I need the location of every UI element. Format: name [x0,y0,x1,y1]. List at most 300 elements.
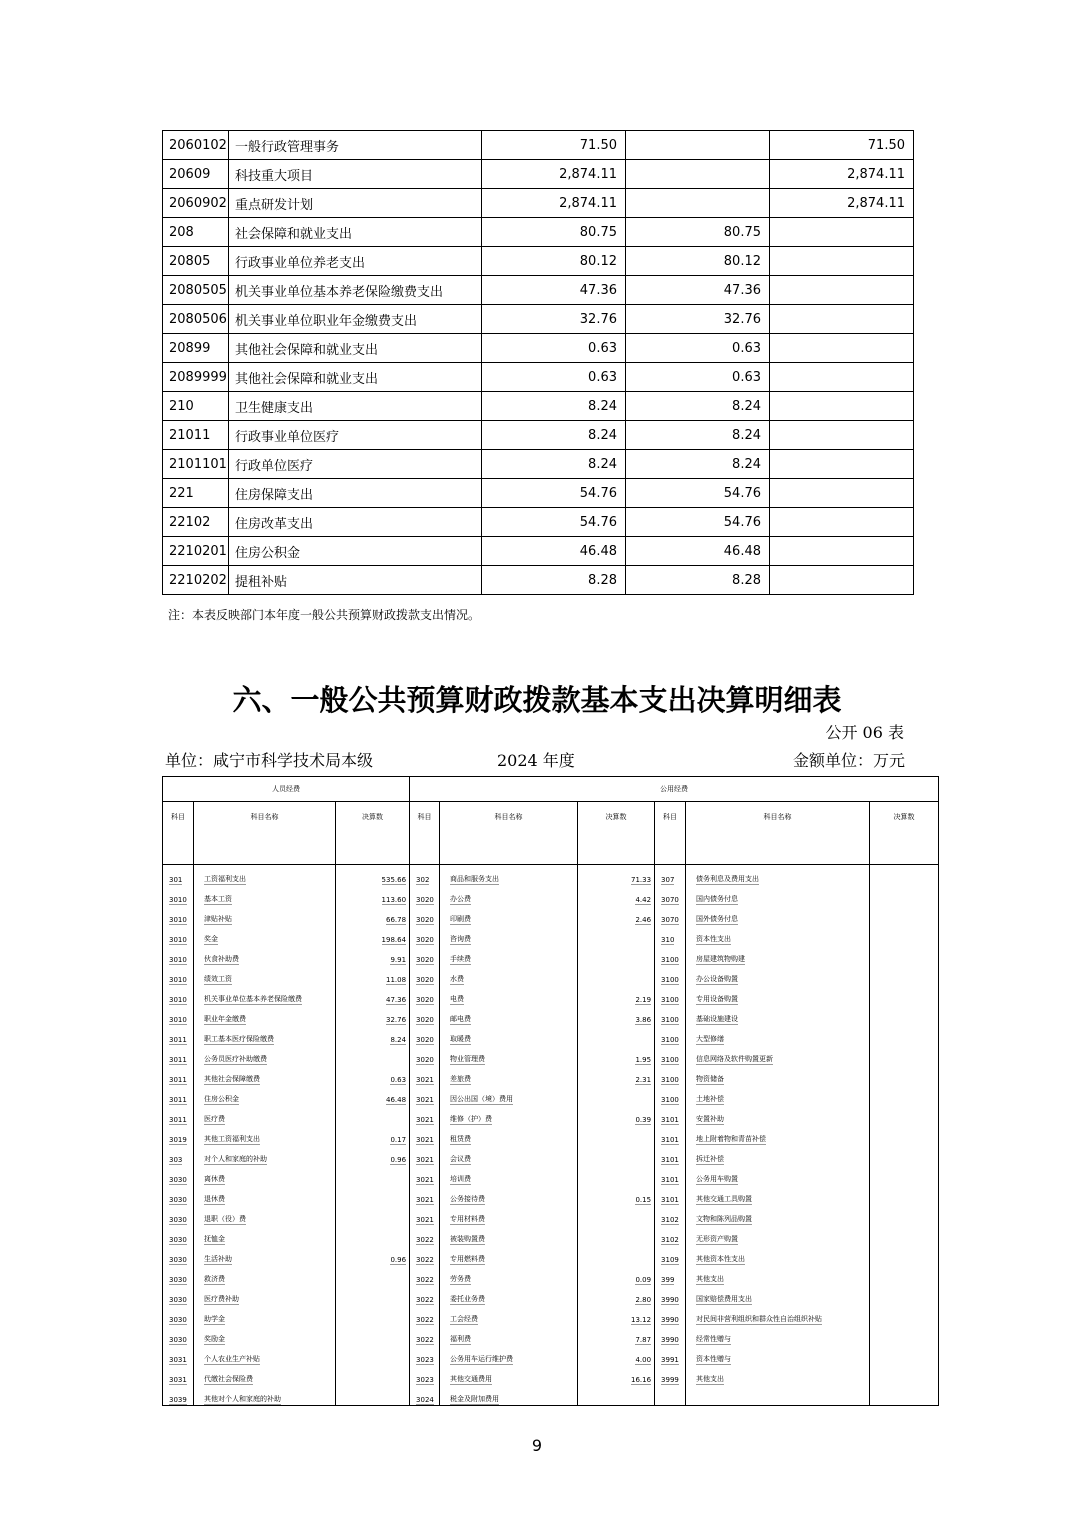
capital-amount [870,985,939,1005]
table-row [163,363,914,392]
public-amount [578,885,655,905]
public-name-text: 印刷费 [450,915,472,923]
page-number: 9 [531,1436,543,1455]
personnel-code-text: 3010 [169,956,187,964]
public-code-text: 3022 [416,1236,434,1244]
capital-amount [870,1125,939,1145]
subject-code: 20609 [163,160,229,189]
capital-code [655,1125,686,1145]
capital-code [655,1165,686,1185]
public-amount [578,865,655,886]
total-amount: 80.12 [482,247,626,276]
capital-code [655,1345,686,1365]
public-name [440,1165,578,1185]
public-name [440,1265,578,1285]
basic-amount: 80.75 [626,218,770,247]
capital-code [655,945,686,965]
personnel-code-text: 3030 [169,1196,187,1204]
capital-name [686,985,870,1005]
capital-name [686,1365,870,1385]
public-name-text: 会议费 [450,1155,472,1163]
capital-amount [870,965,939,985]
capital-name [686,1145,870,1165]
capital-amount [870,1205,939,1225]
public-code-text: 302 [416,876,430,884]
capital-code [655,1185,686,1205]
public-amount [578,1225,655,1245]
public-name [440,1365,578,1385]
personnel-code [163,1125,194,1145]
capital-code [655,1225,686,1245]
personnel-amount-text: 535.66 [381,876,407,884]
capital-name [686,905,870,925]
expenditure-table [162,130,914,595]
capital-amount [870,925,939,945]
personnel-name-text: 伙食补助费 [204,955,239,963]
public-code-text: 3021 [416,1136,434,1144]
personnel-name-text: 退职（役）费 [204,1215,246,1223]
public-code [410,945,440,965]
personnel-code [163,1265,194,1285]
personnel-code [163,925,194,945]
capital-name-text: 国外债务付息 [696,915,739,923]
personnel-name [194,1045,336,1065]
capital-code-text: 399 [661,1276,675,1284]
unit-label: 单位：咸宁市科学技术局本级 [165,751,374,770]
public-code-text: 3020 [416,896,434,904]
subject-code: 2210201 [163,537,229,566]
personnel-amount-text: 0.63 [390,1076,407,1084]
personnel-amount [336,885,410,905]
capital-name-text: 其他支出 [696,1275,725,1283]
personnel-name [194,1185,336,1205]
col-code: 科目 [163,802,194,865]
personnel-amount [336,1345,410,1365]
personnel-amount [336,985,410,1005]
basic-amount: 0.63 [626,363,770,392]
personnel-code-text: 3030 [169,1336,187,1344]
personnel-code [163,1105,194,1125]
public-code [410,1205,440,1225]
detail-row [163,1185,939,1205]
personnel-name [194,1145,336,1165]
public-name-text: 物业管理费 [450,1055,486,1063]
public-name-text: 劳务费 [450,1275,472,1283]
personnel-name-text: 医疗费补助 [204,1295,239,1303]
personnel-code [163,865,194,886]
public-name-text: 专用燃料费 [450,1255,486,1263]
public-code [410,1365,440,1385]
personnel-code [163,1245,194,1265]
personnel-name-text: 职工基本医疗保险缴费 [204,1035,274,1043]
personnel-name-text: 离休费 [204,1175,225,1183]
personnel-code [163,1045,194,1065]
table-row [163,160,914,189]
personnel-name-text: 其他对个人和家庭的补助 [204,1395,281,1403]
col-amount: 决算数 [578,802,655,865]
public-name [440,945,578,965]
public-name-text: 维修（护）费 [450,1115,493,1123]
subject-code: 2060102 [163,131,229,160]
personnel-code-text: 3010 [169,976,187,984]
group-public: 公用经费 [410,777,939,802]
table-row [163,508,914,537]
personnel-code [163,1225,194,1245]
total-amount: 2,874.11 [482,160,626,189]
subject-name: 住房保障支出 [229,479,482,508]
col-name: 科目名称 [686,802,870,865]
project-amount [770,508,914,537]
personnel-amount-text: 32.76 [385,1016,407,1024]
public-amount [578,1085,655,1105]
public-amount [578,1065,655,1085]
personnel-amount-text: 0.17 [390,1136,407,1144]
capital-amount [870,1145,939,1165]
capital-name [686,1225,870,1245]
public-amount [578,1165,655,1185]
public-name-text: 咨询费 [450,935,472,943]
public-name-text: 差旅费 [450,1075,472,1083]
public-amount-text: 16.16 [630,1376,652,1384]
project-amount: 2,874.11 [770,189,914,218]
capital-code [655,1145,686,1165]
subject-name: 一般行政管理事务 [229,131,482,160]
capital-code-text: 3102 [661,1236,679,1244]
detail-row [163,1005,939,1025]
personnel-name-text: 代缴社会保险费 [204,1375,253,1383]
column-header-row [163,802,939,865]
personnel-code [163,1085,194,1105]
personnel-code [163,1285,194,1305]
public-amount [578,945,655,965]
public-name-text: 公务用车运行维护费 [450,1355,514,1363]
public-amount-text: 2.46 [635,916,652,924]
personnel-name [194,1005,336,1025]
capital-name [686,1105,870,1125]
capital-code [655,1045,686,1065]
public-amount [578,1205,655,1225]
col-name: 科目名称 [440,802,578,865]
public-code-text: 3020 [416,976,434,984]
personnel-code [163,945,194,965]
personnel-name [194,1285,336,1305]
capital-amount [870,945,939,965]
personnel-amount [336,1185,410,1205]
table-row [163,189,914,218]
personnel-amount [336,965,410,985]
personnel-amount [336,1105,410,1125]
personnel-amount [336,865,410,886]
public-amount-text: 13.12 [630,1316,652,1324]
public-name-text: 工会经费 [450,1315,479,1323]
capital-code [655,885,686,905]
subject-name: 其他社会保障和就业支出 [229,363,482,392]
public-amount [578,1305,655,1325]
public-name [440,925,578,945]
basic-amount: 8.24 [626,421,770,450]
personnel-name [194,1365,336,1385]
total-amount: 0.63 [482,363,626,392]
public-code [410,905,440,925]
public-amount [578,1345,655,1365]
personnel-code-text: 3030 [169,1296,187,1304]
project-amount [770,276,914,305]
capital-code [655,1065,686,1085]
capital-name [686,1305,870,1325]
capital-amount [870,1085,939,1105]
project-amount [770,247,914,276]
project-amount [770,566,914,595]
capital-name-text: 其他交通工具购置 [696,1195,753,1203]
project-amount [770,363,914,392]
subject-name: 住房改革支出 [229,508,482,537]
personnel-code [163,1365,194,1385]
project-amount [770,421,914,450]
personnel-code [163,985,194,1005]
personnel-name-text: 个人农业生产补贴 [204,1355,260,1363]
capital-code-text: 3101 [661,1116,679,1124]
amount-unit: 金额单位：万元 [792,751,905,770]
personnel-name [194,1385,336,1406]
personnel-amount-text: 66.78 [385,916,407,924]
public-name-text: 水费 [450,975,465,983]
capital-amount [870,1305,939,1325]
public-name-text: 取暖费 [450,1035,472,1043]
public-name-text: 福利费 [450,1335,472,1343]
col-name: 科目名称 [194,802,336,865]
capital-name-text: 国内债务付息 [696,895,739,903]
public-amount-text: 4.42 [635,896,652,904]
capital-name [686,1325,870,1345]
personnel-code [163,965,194,985]
capital-code-text: 3070 [661,896,679,904]
personnel-name-text: 机关事业单位基本养老保险缴费 [204,995,302,1003]
capital-code [655,1285,686,1305]
project-amount [770,450,914,479]
public-name-text: 邮电费 [450,1015,472,1023]
public-amount [578,1365,655,1385]
capital-name-text: 大型修缮 [696,1035,725,1043]
detail-row [163,1305,939,1325]
detail-row [163,1105,939,1125]
public-name-text: 培训费 [450,1175,472,1183]
detail-table [162,776,939,1406]
capital-code-text: 3100 [661,996,679,1004]
capital-amount [870,1165,939,1185]
personnel-name [194,885,336,905]
col-code: 科目 [655,802,686,865]
subject-name: 住房公积金 [229,537,482,566]
basic-amount: 8.28 [626,566,770,595]
personnel-name [194,1085,336,1105]
capital-code [655,1205,686,1225]
detail-row [163,925,939,945]
capital-code-text: 3100 [661,1016,679,1024]
subject-name: 机关事业单位职业年金缴费支出 [229,305,482,334]
public-code-text: 3020 [416,996,434,1004]
personnel-code [163,1065,194,1085]
capital-name [686,965,870,985]
personnel-code [163,1165,194,1185]
capital-amount [870,1185,939,1205]
personnel-amount [336,1165,410,1185]
personnel-code-text: 3030 [169,1216,187,1224]
personnel-name-text: 生活补助 [204,1255,232,1263]
personnel-code-text: 3030 [169,1316,187,1324]
personnel-code-text: 301 [169,876,183,884]
capital-code [655,985,686,1005]
total-amount: 8.24 [482,392,626,421]
capital-code [655,1365,686,1385]
capital-code-text: 3101 [661,1196,679,1204]
capital-amount [870,1325,939,1345]
public-code [410,1065,440,1085]
personnel-code [163,1005,194,1025]
total-amount: 0.63 [482,334,626,363]
personnel-code [163,1205,194,1225]
public-code [410,1305,440,1325]
personnel-name [194,1245,336,1265]
public-code-text: 3024 [416,1396,434,1404]
personnel-name-text: 抚恤金 [204,1235,225,1243]
capital-amount [870,1365,939,1385]
project-amount: 71.50 [770,131,914,160]
public-code-text: 3020 [416,916,434,924]
public-amount [578,1105,655,1125]
detail-row [163,1265,939,1285]
personnel-amount-text: 0.96 [390,1156,407,1164]
basic-amount: 54.76 [626,508,770,537]
subject-name: 社会保障和就业支出 [229,218,482,247]
personnel-code-text: 3010 [169,1016,187,1024]
personnel-name [194,1105,336,1125]
public-amount [578,1325,655,1345]
personnel-name [194,865,336,886]
basic-amount [626,189,770,218]
capital-code [655,1105,686,1125]
public-amount [578,905,655,925]
capital-name-text: 无形资产购置 [696,1235,739,1243]
table-row [163,131,914,160]
capital-code-text: 3070 [661,916,679,924]
public-code-text: 3020 [416,936,434,944]
public-name-text: 电费 [450,995,465,1003]
total-amount: 80.75 [482,218,626,247]
capital-name-text: 房屋建筑物购建 [696,955,746,963]
public-name [440,1225,578,1245]
personnel-amount [336,1225,410,1245]
capital-name-text: 物资储备 [696,1075,725,1083]
subject-name: 行政事业单位养老支出 [229,247,482,276]
detail-row [163,1125,939,1145]
public-amount [578,1145,655,1165]
public-code-text: 3020 [416,1056,434,1064]
total-amount: 8.24 [482,450,626,479]
total-amount: 47.36 [482,276,626,305]
subject-code: 208 [163,218,229,247]
subject-code: 221 [163,479,229,508]
public-code-text: 3021 [416,1176,434,1184]
personnel-code-text: 303 [169,1156,183,1164]
project-amount [770,334,914,363]
detail-row [163,985,939,1005]
public-code [410,1385,440,1406]
capital-name-text: 安置补助 [696,1115,725,1123]
capital-code-text: 3100 [661,956,679,964]
public-code [410,965,440,985]
col-code: 科目 [410,802,440,865]
capital-amount [870,905,939,925]
personnel-name [194,1165,336,1185]
personnel-code-text: 3039 [169,1396,187,1404]
capital-name-text: 国家赔偿费用支出 [696,1295,753,1303]
personnel-code-text: 3030 [169,1236,187,1244]
subject-code: 20805 [163,247,229,276]
personnel-name [194,965,336,985]
capital-name-text: 文物和陈列品购置 [696,1215,753,1223]
personnel-name [194,1305,336,1325]
subject-code: 210 [163,392,229,421]
personnel-amount [336,1285,410,1305]
public-name [440,1325,578,1345]
table-row [163,479,914,508]
table-row [163,566,914,595]
capital-name-text: 资本性支出 [696,935,732,943]
public-amount [578,1265,655,1285]
public-code-text: 3020 [416,956,434,964]
detail-row [163,1165,939,1185]
personnel-name [194,1125,336,1145]
total-amount: 2,874.11 [482,189,626,218]
public-amount [578,1185,655,1205]
total-amount: 54.76 [482,479,626,508]
personnel-code [163,1025,194,1045]
detail-row [163,1245,939,1265]
capital-amount [870,1065,939,1085]
subject-name: 行政事业单位医疗 [229,421,482,450]
personnel-code [163,1305,194,1325]
public-code [410,1145,440,1165]
personnel-name [194,1265,336,1285]
personnel-code-text: 3011 [169,1096,187,1104]
detail-row [163,1385,939,1406]
table-row [163,537,914,566]
public-name [440,885,578,905]
public-amount [578,1025,655,1045]
public-code-text: 3022 [416,1276,434,1284]
personnel-amount [336,1385,410,1406]
public-amount-text: 4.00 [635,1356,652,1364]
capital-code [655,1025,686,1045]
capital-code [655,1385,686,1406]
capital-code [655,965,686,985]
capital-amount [870,1345,939,1365]
table-row [163,334,914,363]
table-row [163,305,914,334]
capital-name-text: 债务利息及费用支出 [696,875,760,883]
table-row [163,276,914,305]
detail-row [163,945,939,965]
personnel-code-text: 3011 [169,1076,187,1084]
detail-table-body [163,777,939,1406]
table-row [163,421,914,450]
capital-amount [870,1105,939,1125]
capital-name [686,1185,870,1205]
public-code [410,865,440,886]
public-amount-text: 1.95 [635,1056,652,1064]
detail-row [163,905,939,925]
personnel-code [163,885,194,905]
